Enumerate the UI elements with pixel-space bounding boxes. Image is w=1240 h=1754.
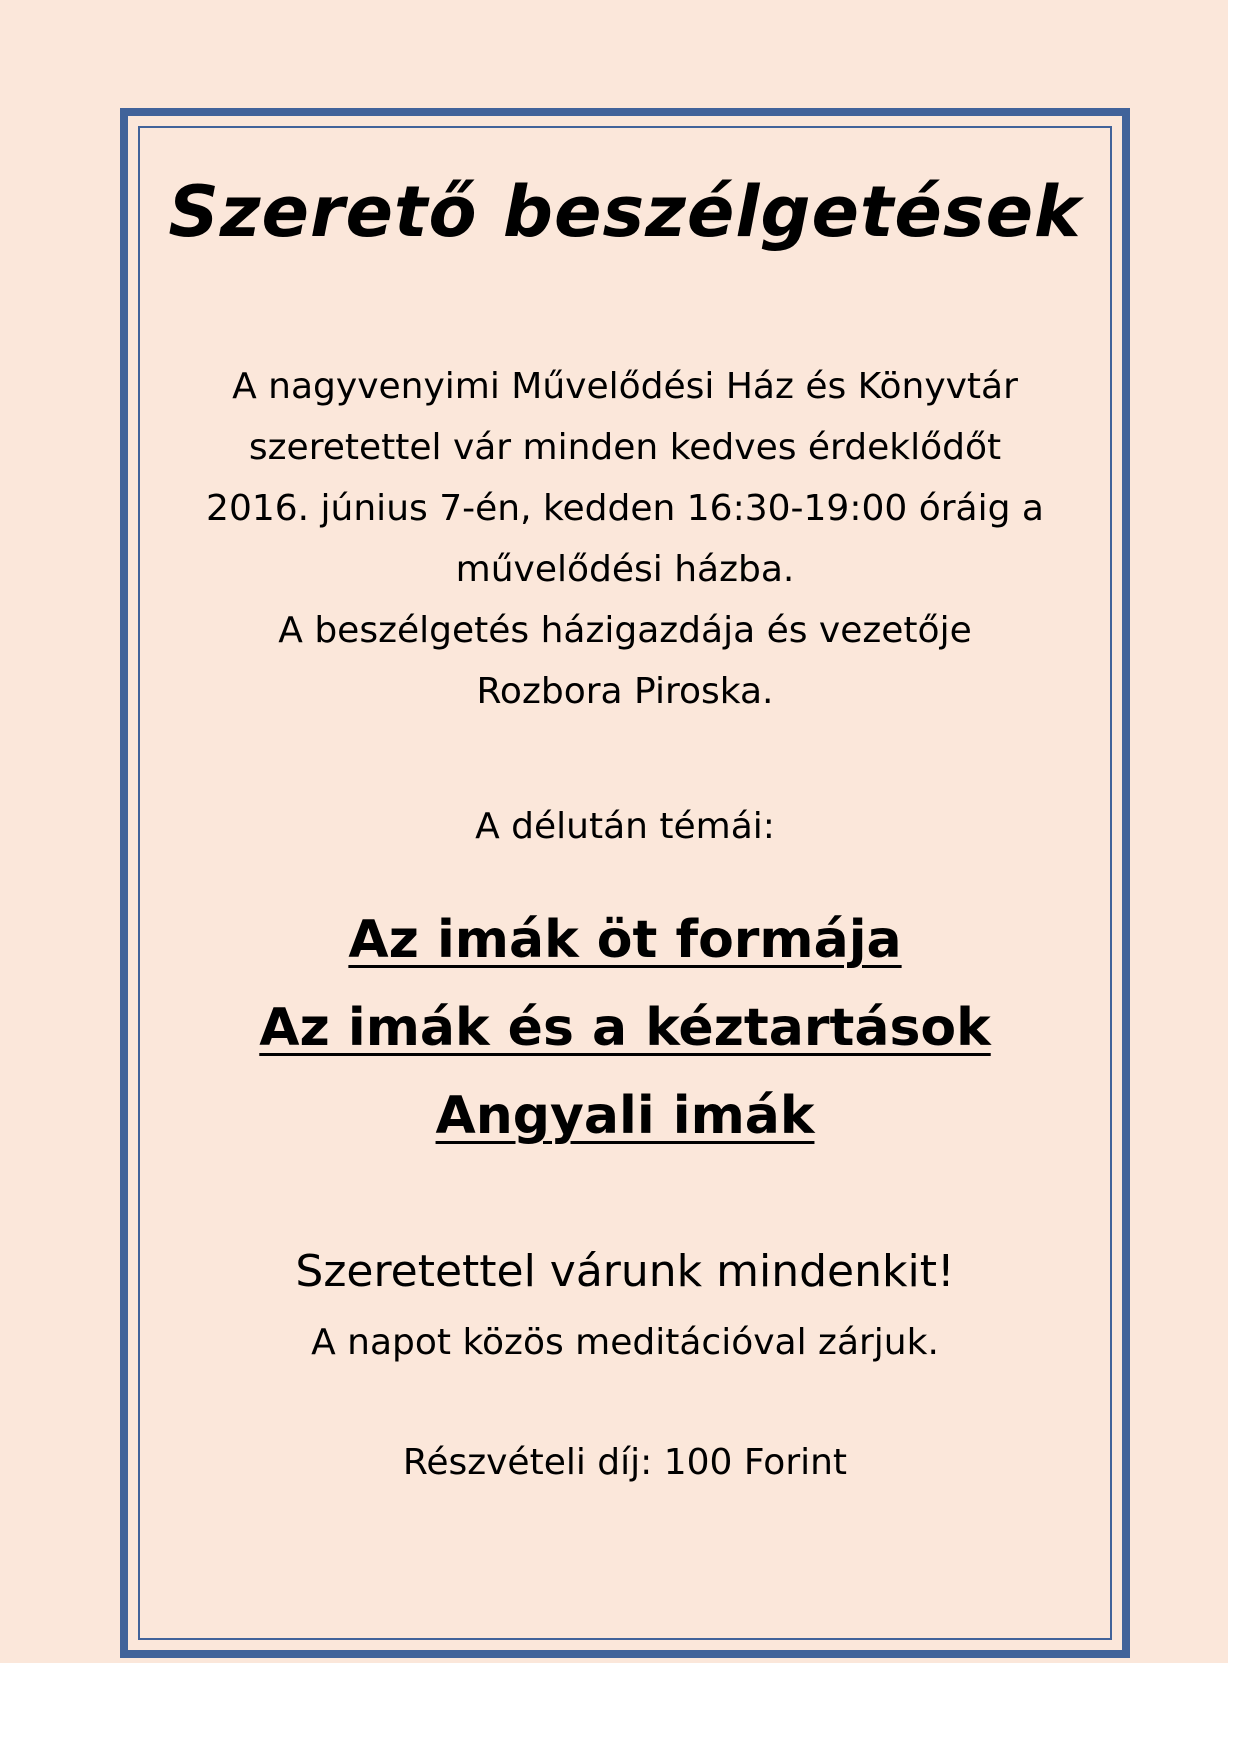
- topic-label: Az imák öt formája: [348, 910, 902, 970]
- topic-item: [128, 896, 1122, 984]
- decorative-border-frame: [120, 108, 1130, 1658]
- topic-item: [128, 984, 1122, 1072]
- welcome-message: Szeretettel várunk mindenkit!: [295, 1246, 955, 1297]
- flyer-title: Szerető beszélgetések: [168, 171, 1082, 253]
- topic-label: Angyali imák: [435, 1086, 815, 1146]
- intro-line: Rozbora Piroska.: [476, 671, 774, 712]
- intro-line: A beszélgetés házigazdája és vezetője: [278, 610, 972, 651]
- topics-heading: A délután témái:: [475, 806, 775, 847]
- participation-fee: Részvételi díj: 100 Forint: [402, 1442, 848, 1483]
- intro-line: A nagyvenyimi Művelődési Ház és Könyvtár: [232, 366, 1018, 407]
- event-description: [128, 356, 1122, 722]
- inner-border-line: [138, 126, 1112, 1640]
- topics-list: [128, 896, 1122, 1160]
- topic-item: [128, 1072, 1122, 1160]
- closing-note: A napot közös meditációval zárjuk.: [311, 1322, 939, 1363]
- intro-line: 2016. június 7-én, kedden 16:30-19:00 óráig a: [206, 488, 1044, 529]
- topic-label: Az imák és a kéztartások: [259, 998, 991, 1058]
- intro-line: művelődési házba.: [455, 549, 795, 590]
- intro-line: szeretettel vár minden kedves érdeklődőt: [248, 427, 1002, 468]
